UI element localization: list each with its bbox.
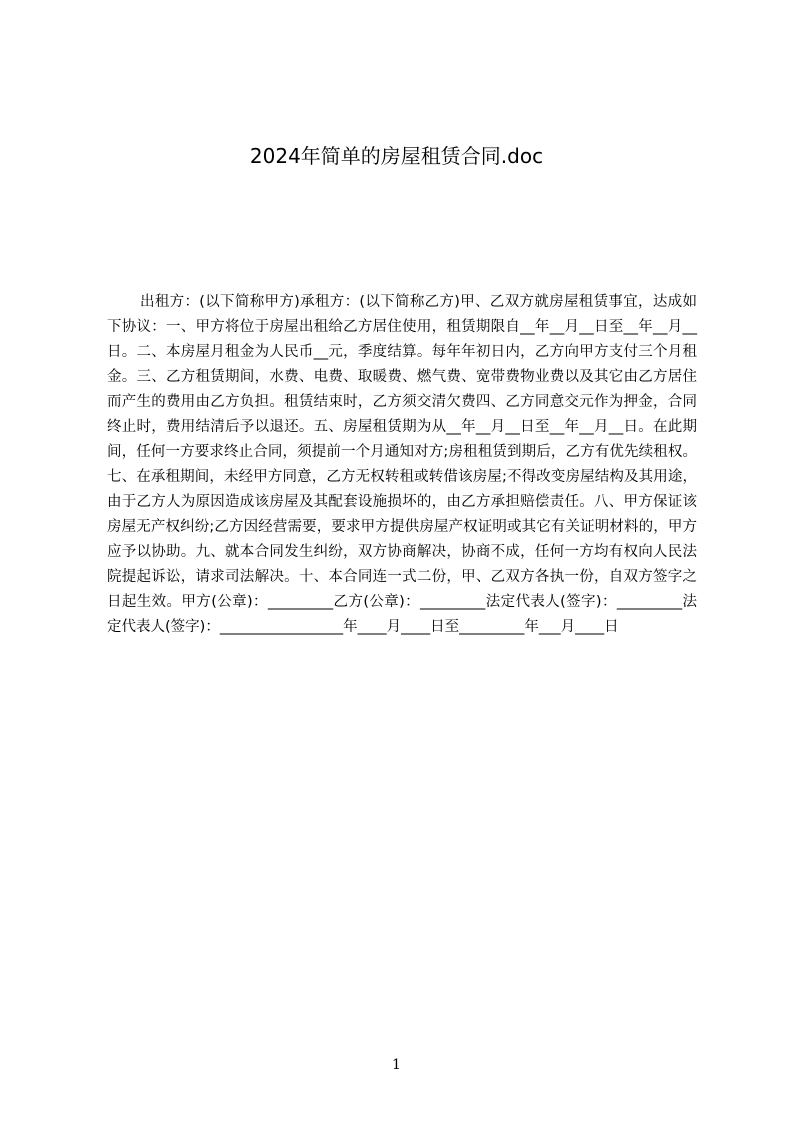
document-title: 2024年简单的房屋租赁合同.doc (249, 144, 544, 168)
page-number: 1 (392, 1057, 401, 1073)
contract-body-text: 出租方：(以下简称甲方)承租方：(以下简称乙方)甲、乙双方就房屋租赁事宜，达成如下协议：一、甲方将位于房屋出租给乙方居住使用，租赁期限自__年__月__日至__年__月__日。二、本房屋月租金为人民币__元，季度结算。每年年初日内，乙方向甲方支付三个月租金。三、乙方租赁期间，水费、电费、取暖费、燃气费、宽带费物业费以及其它由乙方居住而产生的费用由乙方负担。租赁结束时，乙方须交清欠费四、乙方同意交元作为押金，合同终止时，费用结清后予以退还。五、房屋租赁期为从__年__月__日至__年__月__日。在此期间，任何一方要求终止合同，须提前一个月通知对方;房租租赁到期后，乙方有优先续租权。七、在承租期间，未经甲方同意，乙方无权转租或转借该房屋;不得改变房屋结构及其用途，由于乙方人为原因造成该房屋及其配套设施损坏的，由乙方承担赔偿责任。八、甲方保证该房屋无产权纠纷;乙方因经营需要，要求甲方提供房屋产权证明或其它有关证明材料的，甲方应予以协助。九、就本合同发生纠纷，双方协商解决，协商不成，任何一方均有权向人民法院提起诉讼，请求司法解决。十、本合同连一式二份，甲、乙双方各执一份，自双方签字之日起生效。甲方(公章)：_________乙方(公章)：_________法定代表人(签字)：_________法定代表人(签字)：_________________年____月____日至_________年___月____日 (107, 294, 697, 635)
